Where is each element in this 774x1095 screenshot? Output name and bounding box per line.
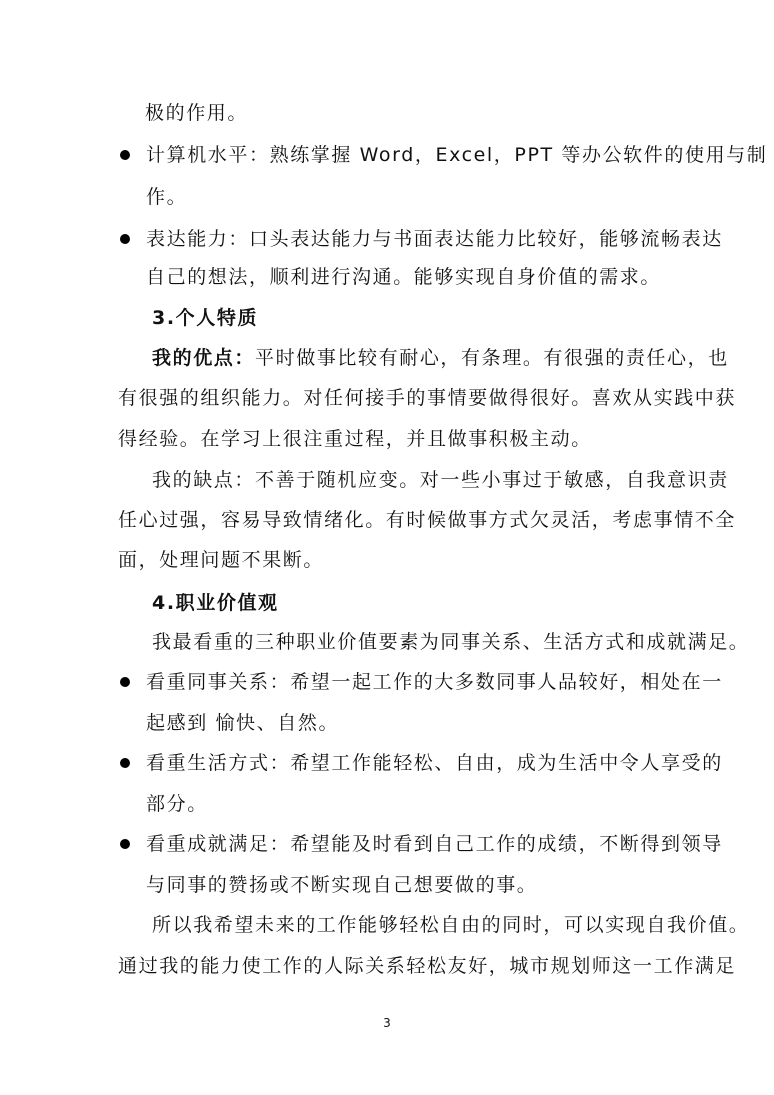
conclusion-line1: 所以我希望未来的工作能够轻松自由的同时，可以实现自我价值。: [152, 914, 750, 936]
strengths-paragraph-line2: 有很强的组织能力。对任何接手的事情要做得很好。喜欢从实践中获: [118, 387, 737, 409]
continuation-line: 极的作用。: [145, 102, 249, 124]
section-heading-personal-traits: 3.个人特质: [152, 307, 259, 329]
weaknesses-paragraph-line3: 面，处理问题不果断。: [118, 549, 325, 571]
bullet-icon: [120, 677, 130, 687]
weaknesses-paragraph-line2: 任心过强，容易导致情绪化。有时候做事方式欠灵活，考虑事情不全: [118, 509, 737, 531]
career-values-intro: 我最看重的三种职业价值要素为同事关系、生活方式和成就满足。: [152, 631, 750, 653]
computer-skills-line2: 作。: [146, 186, 188, 208]
strengths-paragraph-line1: [152, 346, 729, 370]
value-item-achievement-line1: 看重成就满足：希望能及时看到自己工作的成绩，不断得到领导: [146, 833, 723, 855]
value-item-achievement-line2: 与同事的赞扬或不断实现自己想要做的事。: [146, 874, 538, 896]
bullet-icon: [120, 839, 130, 849]
value-item-lifestyle-line2: 部分。: [146, 793, 208, 815]
weaknesses-paragraph-line1: 我的缺点：不善于随机应变。对一些小事过于敏感，自我意识责: [152, 469, 729, 491]
expression-skills-line1: 表达能力：口头表达能力与书面表达能力比较好，能够流畅表达: [146, 228, 723, 250]
expression-skills-line2: 自己的想法，顺利进行沟通。能够实现自身价值的需求。: [146, 266, 662, 288]
conclusion-line2: 通过我的能力使工作的人际关系轻松友好，城市规划师这一工作满足: [118, 955, 737, 977]
bullet-icon: [120, 758, 130, 768]
value-item-colleagues-line2: 起感到 愉快、自然。: [146, 712, 340, 734]
bullet-icon: [120, 234, 130, 244]
page-number: 3: [383, 1016, 391, 1030]
strengths-text: 平时做事比较有耐心，有条理。有很强的责任心，也: [255, 347, 729, 369]
section-heading-career-values: 4.职业价值观: [152, 592, 279, 614]
computer-skills-line1: 计算机水平：熟练掌握 Word，Excel，PPT 等办公软件的使用与制: [146, 144, 768, 166]
strengths-label: 我的优点：: [152, 347, 256, 369]
bullet-icon: [120, 150, 130, 160]
value-item-colleagues-line1: 看重同事关系：希望一起工作的大多数同事人品较好，相处在一: [146, 671, 723, 693]
strengths-paragraph-line3: 得经验。在学习上很注重过程，并且做事积极主动。: [118, 428, 592, 450]
value-item-lifestyle-line1: 看重生活方式：希望工作能轻松、自由，成为生活中令人享受的: [146, 752, 723, 774]
